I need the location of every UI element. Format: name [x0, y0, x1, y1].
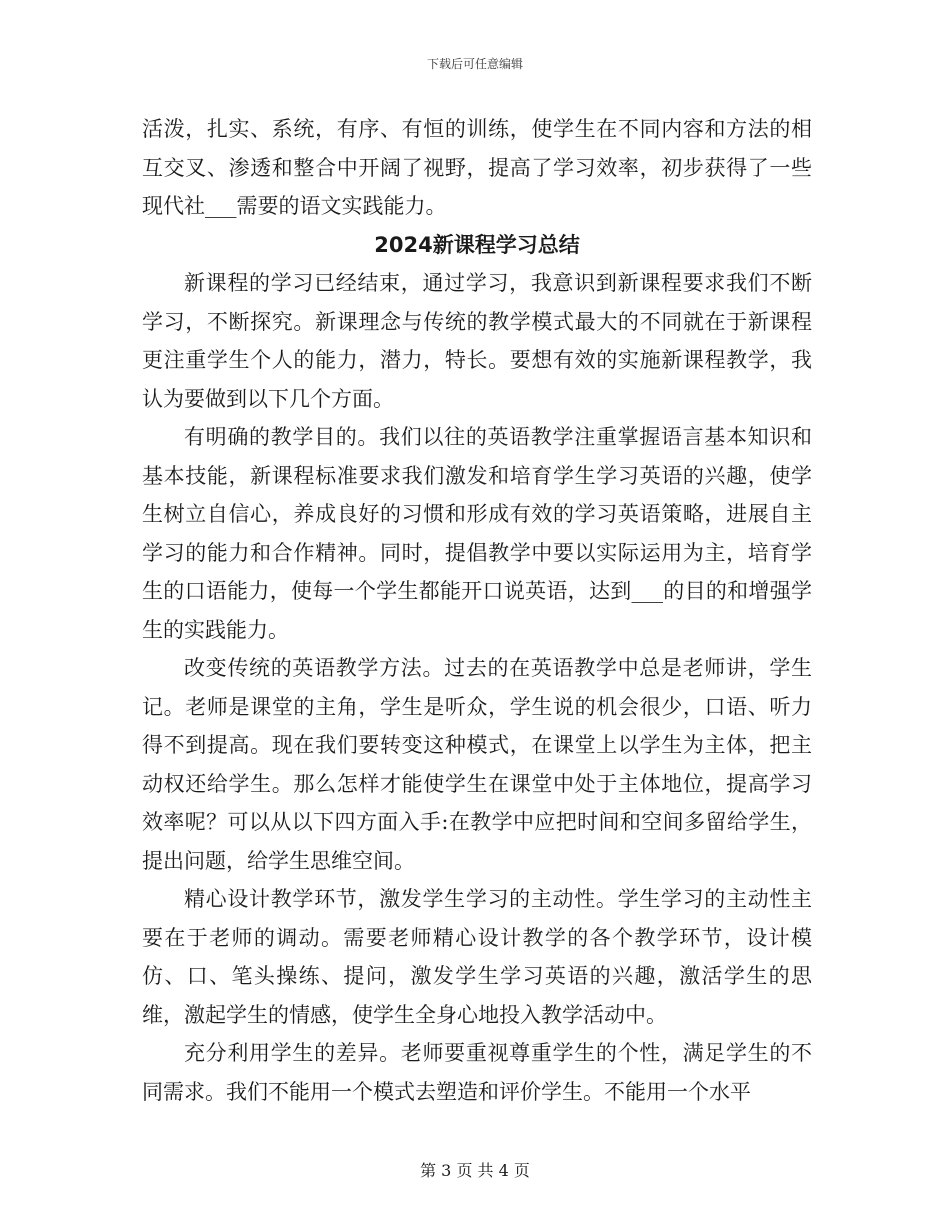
document-title: 2024新课程学习总结 [374, 232, 580, 257]
page-number: 第 3 页 共 4 页 [420, 1161, 530, 1180]
document-body [142, 110, 812, 1111]
intro-paragraph: 活泼，扎实、系统，有序、有恒的训练，使学生在不同内容和方法的相互交叉、渗透和整合中开阔了视野，提高了学习效率，初步获得了一些现代社___需要的语文实践能力。 [142, 117, 812, 218]
paragraph-5: 充分利用学生的差异。老师要重视尊重学生的个性，满足学生的不同需求。我们不能用一个模式去塑造和评价学生。不能用一个水平 [142, 1041, 812, 1104]
paragraph-3: 改变传统的英语教学方法。过去的在英语教学中总是老师讲，学生记。老师是课堂的主角，学生是听众，学生说的机会很少，口语、听力得不到提高。现在我们要转变这种模式，在课堂上以学生为主体，把主动权还给学生。那么怎样才能使学生在课堂中处于主体地位，提高学习效率呢？可以从以下四方面入手:在教学中应把时间和空间多留给学生，提出问题，给学生思维空间。 [142, 656, 812, 873]
paragraph-1: 新课程的学习已经结束，通过学习，我意识到新课程要求我们不断学习，不断探究。新课理念与传统的教学模式最大的不同就在于新课程更注重学生个人的能力，潜力，特长。要想有效的实施新课程教学，我认为要做到以下几个方面。 [142, 271, 812, 411]
paragraph-2: 有明确的教学目的。我们以往的英语教学注重掌握语言基本知识和基本技能，新课程标准要求我们激发和培育学生学习英语的兴趣，使学生树立自信心，养成良好的习惯和形成有效的学习英语策略，进展自主学习的能力和合作精神。同时，提倡教学中要以实际运用为主，培育学生的口语能力，使每一个学生都能开口说英语，达到___的目的和增强学生的实践能力。 [142, 425, 812, 642]
page-header: 下载后可任意编辑 [426, 57, 523, 71]
paragraph-4: 精心设计教学环节，激发学生学习的主动性。学生学习的主动性主要在于老师的调动。需要老师精心设计教学的各个教学环节，设计模仿、口、笔头操练、提问，激发学生学习英语的兴趣，激活学生的思维，激起学生的情感，使学生全身心地投入教学活动中。 [142, 887, 812, 1027]
